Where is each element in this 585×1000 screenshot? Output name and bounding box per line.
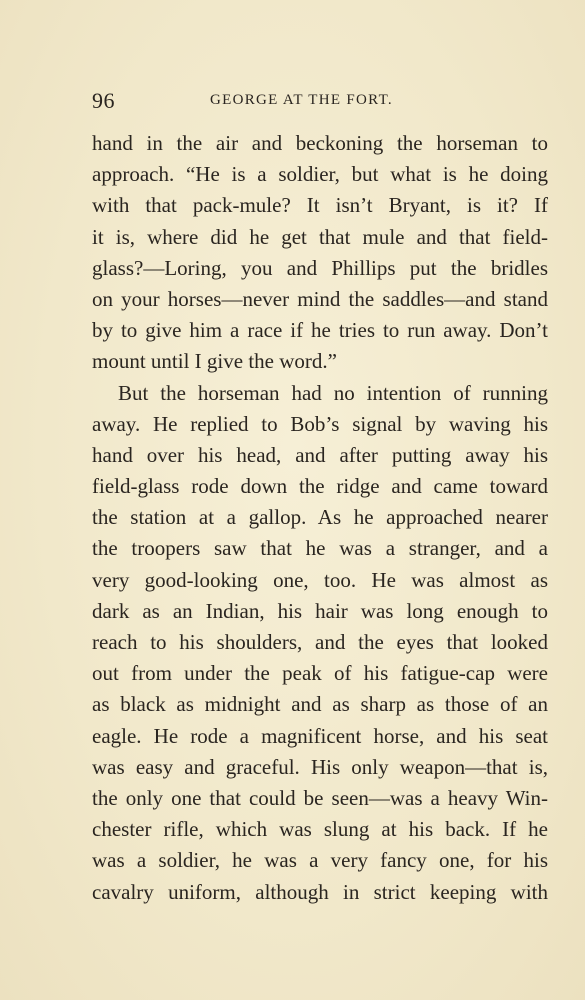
text-line: reach to his shoulders, and the eyes that looked — [92, 630, 548, 654]
text-line: it is, where did he get that mule and that field- — [92, 224, 548, 249]
body-text — [92, 128, 548, 908]
text-line: hand in the air and beckoning the horseman to — [92, 131, 548, 155]
text-line: the troopers saw that he was a stranger, and a — [92, 536, 548, 561]
page-header — [92, 88, 548, 114]
page-number: 96 — [92, 88, 115, 113]
text-line: as black as midnight and as sharp as those of an — [92, 692, 548, 717]
text-line: was a soldier, he was a very fancy one, for his — [92, 848, 548, 873]
text-line: away. He replied to Bob’s signal by waving his — [92, 411, 548, 436]
text-line: mount until I give the word.” — [92, 349, 337, 374]
text-line: on your horses—never mind the saddles—and stand — [92, 286, 548, 311]
running-head: GEORGE AT THE FORT. — [210, 92, 393, 108]
text-line: hand over his head, and after putting away his — [92, 442, 548, 467]
text-line: glass?—Loring, you and Phillips put the bridles — [92, 255, 548, 280]
text-line: out from under the peak of his fatigue-cap were — [92, 661, 548, 686]
text-line: approach. “He is a soldier, but what is he doing — [92, 162, 548, 187]
text-line: field-glass rode down the ridge and came toward — [92, 474, 548, 499]
text-line: was easy and graceful. His only weapon—that is, — [92, 754, 548, 779]
text-line: with that pack-mule? It isn’t Bryant, is it? If — [92, 193, 548, 218]
text-line: eagle. He rode a magnificent horse, and his seat — [92, 723, 548, 748]
text-line: by to give him a race if he tries to run away. Don’t — [92, 318, 548, 343]
text-line: very good-looking one, too. He was almost as — [92, 567, 548, 592]
text-line: chester rifle, which was slung at his back. If he — [92, 817, 548, 842]
text-line: the only one that could be seen—was a heavy Win- — [92, 785, 548, 810]
text-line: the station at a gallop. As he approached nearer — [92, 505, 548, 530]
text-line: cavalry uniform, although in strict keeping with — [92, 879, 548, 904]
text-line: dark as an Indian, his hair was long enough to — [92, 598, 548, 623]
text-line: But the horseman had no intention of running — [118, 380, 548, 405]
